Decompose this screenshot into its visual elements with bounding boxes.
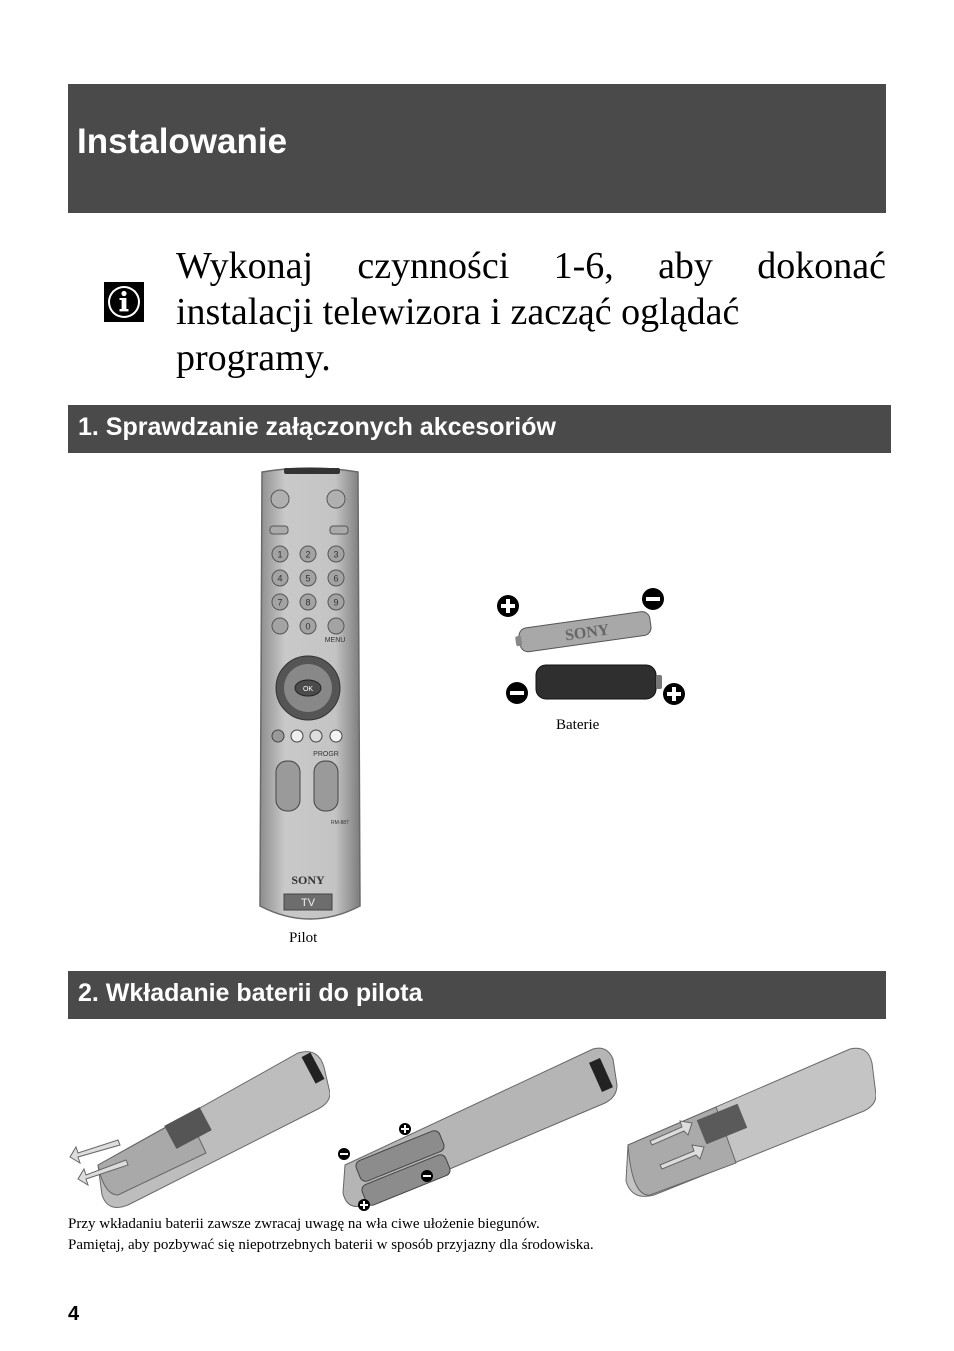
- minus-icon: [506, 682, 528, 704]
- minus-icon: [642, 588, 664, 610]
- remote-control-image: [256, 466, 364, 932]
- battery-note-line-2: Pamiętaj, aby pozbywać się niepotrzebnych baterii w sposób przyjazny dla środowiska.: [68, 1237, 594, 1253]
- remote-digit-button: [272, 618, 288, 634]
- section-1-bar: [68, 405, 891, 453]
- step-open-cover-image: [68, 1045, 330, 1215]
- chapter-title-bar: [68, 84, 886, 213]
- remote-ok-label: OK: [302, 686, 314, 693]
- remote-digit-label: 6: [333, 573, 339, 584]
- remote-digit-label: 8: [305, 597, 311, 608]
- remote-digit-label: 5: [305, 573, 311, 584]
- battery-note-line-1: Przy wkładaniu baterii zawsze zwracaj uwagę na wła ciwe ułożenie biegunów.: [68, 1216, 540, 1232]
- intro-text: [176, 243, 886, 381]
- battery-note: [68, 1214, 594, 1256]
- step-insert-batteries-image: [335, 1045, 620, 1215]
- remote-model-label: RM-887: [331, 820, 349, 826]
- remote-digit-label: 9: [333, 597, 339, 608]
- remote-digit-label: 4: [277, 573, 283, 584]
- section-1-title: 1. Sprawdzanie załączonych akcesoriów: [78, 413, 556, 441]
- plus-icon: [497, 595, 519, 617]
- remote-digit-label: 0: [305, 621, 311, 632]
- minus-icon: [338, 1148, 350, 1160]
- info-icon: [104, 282, 144, 322]
- step-close-cover-image: [620, 1045, 876, 1215]
- plus-icon: [663, 683, 685, 705]
- intro-line-1: Wykonaj czynności 1-6, aby dokonać: [176, 245, 886, 287]
- remote-digit-button: [328, 618, 344, 634]
- minus-icon: [421, 1170, 433, 1182]
- section-2-title: 2. Wkładanie baterii do pilota: [78, 979, 423, 1007]
- batteries-caption: Baterie: [556, 717, 600, 733]
- plus-icon: [358, 1199, 370, 1211]
- section-2-bar: [68, 971, 886, 1019]
- remote-digit-label: 2: [305, 549, 311, 560]
- page-number: 4: [68, 1303, 80, 1325]
- chapter-title: Instalowanie: [77, 122, 288, 161]
- batteries-image: [494, 585, 694, 710]
- remote-digit-label: 1: [277, 549, 283, 560]
- remote-digit-label: 3: [333, 549, 339, 560]
- intro-line-3: programy.: [176, 337, 331, 379]
- remote-brand-label: SONY: [291, 873, 325, 887]
- intro-line-2: instalacji telewizora i zacząć oglądać: [176, 291, 740, 333]
- remote-caption: Pilot: [289, 930, 318, 946]
- remote-progr-label: PROGR: [313, 751, 339, 758]
- remote-tv-label: TV: [300, 897, 316, 909]
- battery-brand: SONY: [564, 621, 611, 645]
- plus-icon: [399, 1123, 411, 1135]
- remote-menu-label: MENU: [324, 637, 346, 644]
- remote-digit-label: 7: [277, 597, 283, 608]
